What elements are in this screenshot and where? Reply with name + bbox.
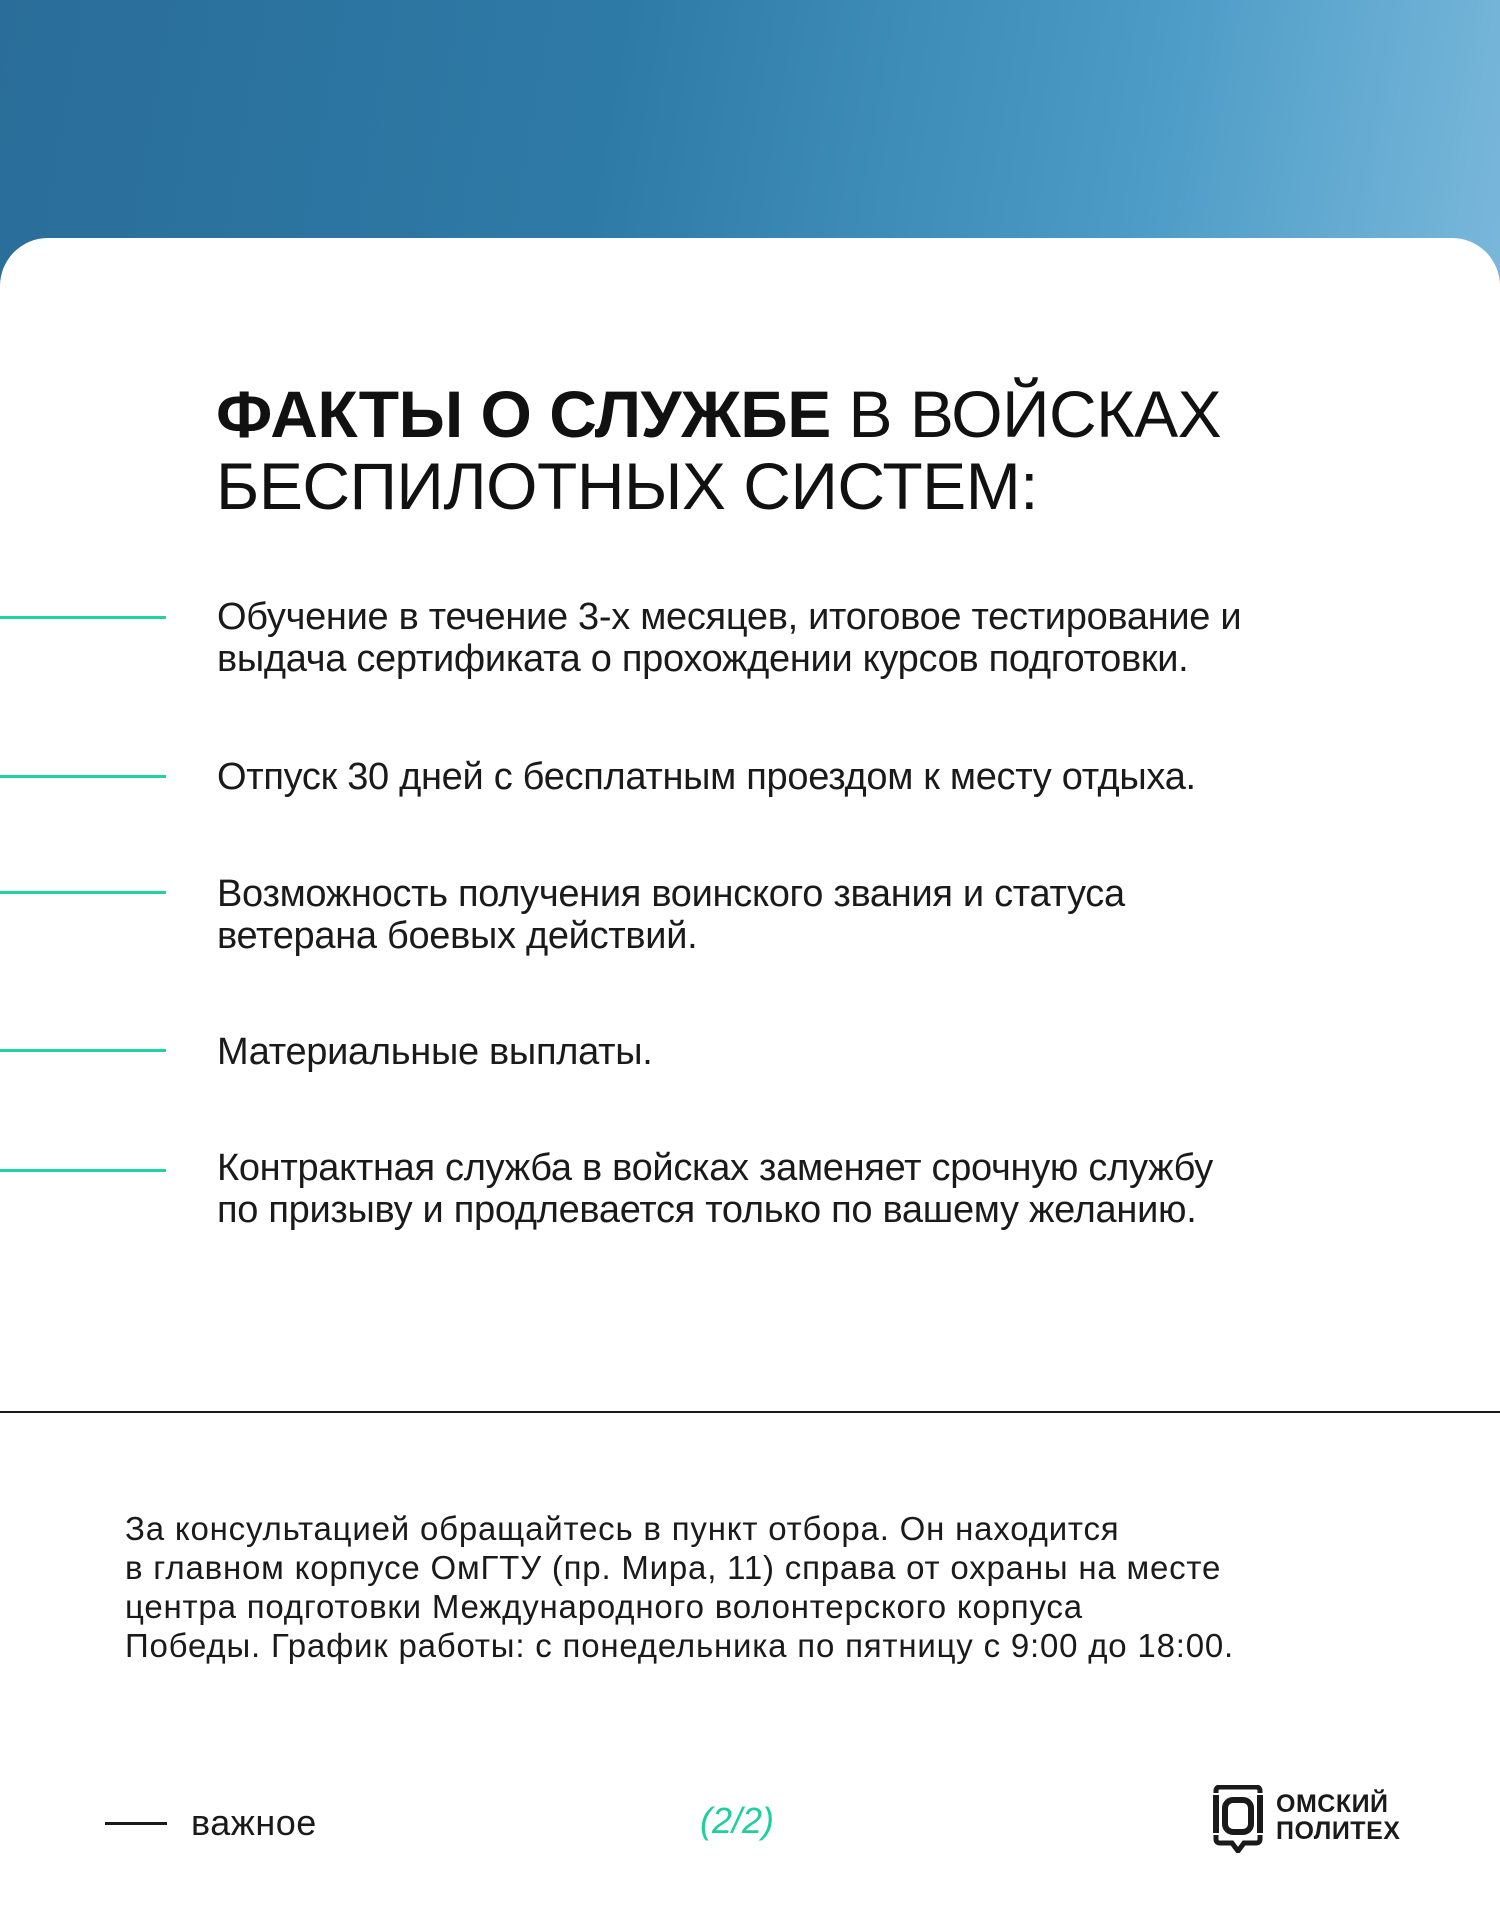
fact-line: выдача сертификата о прохождении курсов подготовки. xyxy=(217,638,1189,680)
consult-line: центра подготовки Международного волонтерского корпуса xyxy=(125,1588,1083,1625)
fact-dash xyxy=(0,616,166,619)
fact-text xyxy=(217,756,1397,798)
logo-line1: ОМСКИЙ xyxy=(1276,1790,1389,1818)
consult-line: в главном корпусе ОмГТУ (пр. Мира, 11) справа от охраны на месте xyxy=(125,1549,1222,1586)
consult-line: Победы. График работы: с понедельника по пятницу с 9:00 до 18:00. xyxy=(125,1627,1234,1664)
title-bold-part: ФАКТЫ О СЛУЖБЕ xyxy=(216,377,831,451)
fact-line: по призыву и продлевается только по вашему желанию. xyxy=(217,1189,1197,1231)
footer-dash xyxy=(105,1822,167,1825)
logo-text xyxy=(1276,1791,1400,1845)
page-title xyxy=(216,378,1416,522)
fact-line: Возможность получения воинского звания и статуса xyxy=(217,873,1125,915)
fact-line: Материальные выплаты. xyxy=(217,1031,653,1073)
fact-text xyxy=(217,596,1397,680)
page-counter: (2/2) xyxy=(700,1800,775,1841)
fact-dash xyxy=(0,1169,166,1172)
fact-dash xyxy=(0,775,166,778)
fact-line: ветерана боевых действий. xyxy=(217,915,698,957)
consultation-info xyxy=(125,1509,1425,1665)
omstu-logo-icon xyxy=(1210,1785,1266,1853)
fact-text xyxy=(217,873,1397,957)
fact-line: Отпуск 30 дней с бесплатным проездом к месту отдыха. xyxy=(217,756,1196,798)
section-divider xyxy=(0,1411,1500,1413)
title-line2: БЕСПИЛОТНЫХ СИСТЕМ: xyxy=(216,449,1039,523)
logo-line2: ПОЛИТЕХ xyxy=(1276,1817,1401,1845)
consult-line: За консультацией обращайтесь в пункт отбора. Он находится xyxy=(125,1510,1120,1547)
fact-dash xyxy=(0,1049,166,1052)
title-regular-part: В ВОЙСКАХ xyxy=(830,377,1222,451)
fact-text xyxy=(217,1031,1397,1073)
fact-text xyxy=(217,1147,1397,1231)
fact-line: Контрактная служба в войсках заменяет срочную службу xyxy=(217,1147,1213,1189)
fact-line: Обучение в течение 3-х месяцев, итоговое тестирование и xyxy=(217,596,1242,638)
footer-label: важное xyxy=(191,1802,317,1843)
omstu-logo xyxy=(1210,1785,1440,1853)
fact-dash xyxy=(0,891,166,894)
